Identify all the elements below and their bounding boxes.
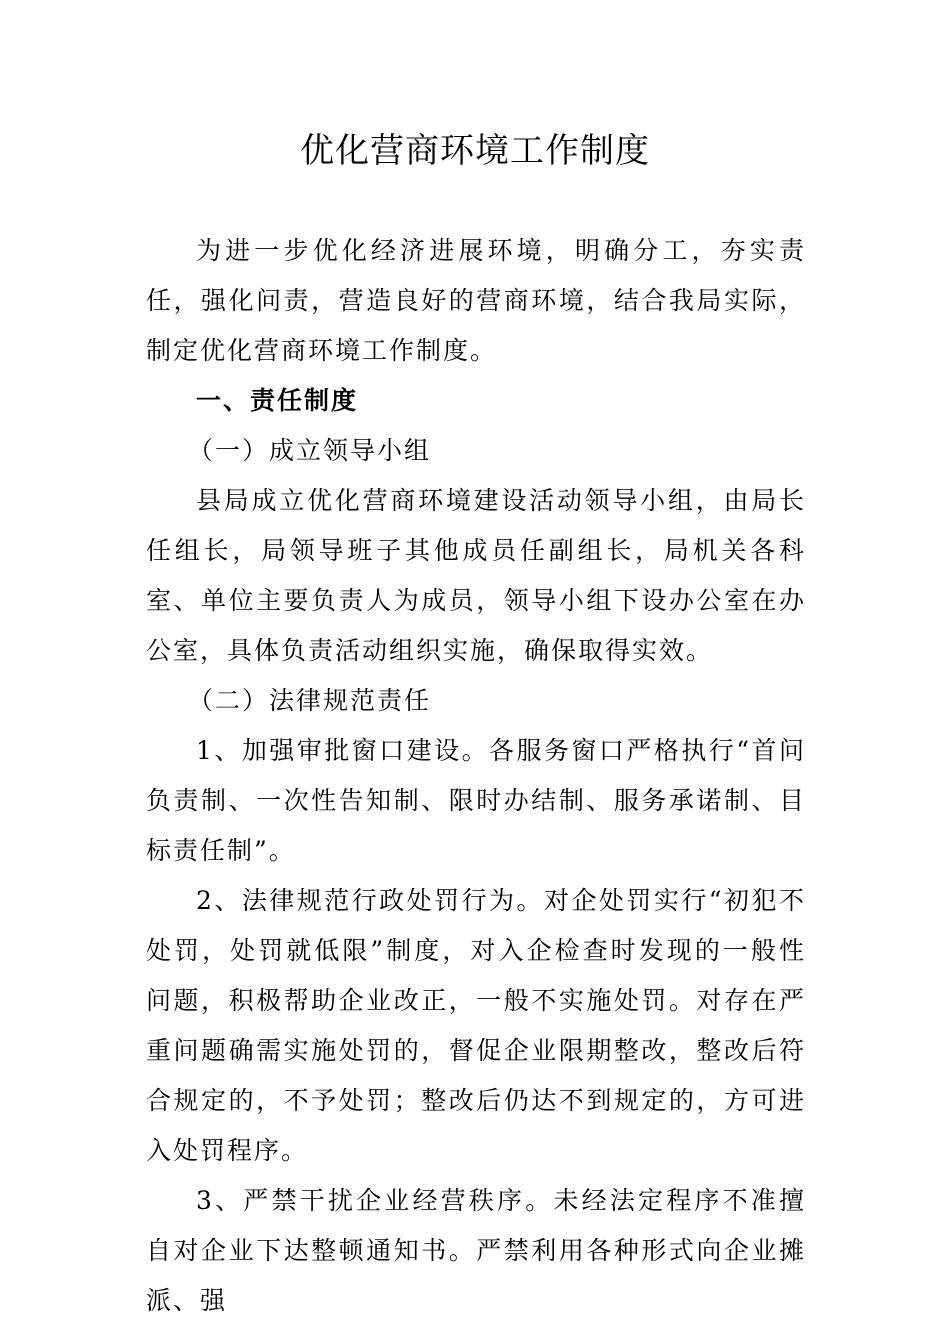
- section-heading-responsibility: 一、责任制度: [196, 386, 359, 415]
- item-administrative-penalty: 2、法律规范行政处罚行为。对企处罚实行“初犯不处罚，处罚就低限”制度，对入企检查时发现的一般性问题，积极帮助企业改正，一般不实施处罚。对存在严重问题确需实施处罚的，督促企业限期整改，整改后符合规定的，不予处罚；整改后仍达不到规定的，方可进入处罚程序。: [146, 886, 806, 1165]
- intro-paragraph: 为进一步优化经济进展环境，明确分工，夯实责任，强化问责，营造良好的营商环境，结合我局实际，制定优化营商环境工作制度。: [146, 236, 806, 365]
- subsection-heading-leadership-group: （一）成立领导小组: [188, 436, 432, 465]
- item-no-interference: 3、严禁干扰企业经营秩序。未经法定程序不准擅自对企业下达整顿通知书。严禁利用各种形式向企业摊派、强: [146, 1186, 806, 1315]
- document-title: 优化营商环境工作制度: [300, 131, 650, 171]
- leadership-group-paragraph: 县局成立优化营商环境建设活动领导小组，由局长任组长，局领导班子其他成员任副组长，局机关各科室、单位主要负责人为成员，领导小组下设办公室在办公室，具体负责活动组织实施，确保取得实效。: [146, 486, 806, 665]
- item-approval-window: 1、加强审批窗口建设。各服务窗口严格执行“首问负责制、一次性告知制、限时办结制、服务承诺制、目标责任制”。: [146, 736, 806, 865]
- document-body: [146, 226, 806, 1326]
- subsection-heading-legal-responsibility: （二）法律规范责任: [188, 686, 432, 715]
